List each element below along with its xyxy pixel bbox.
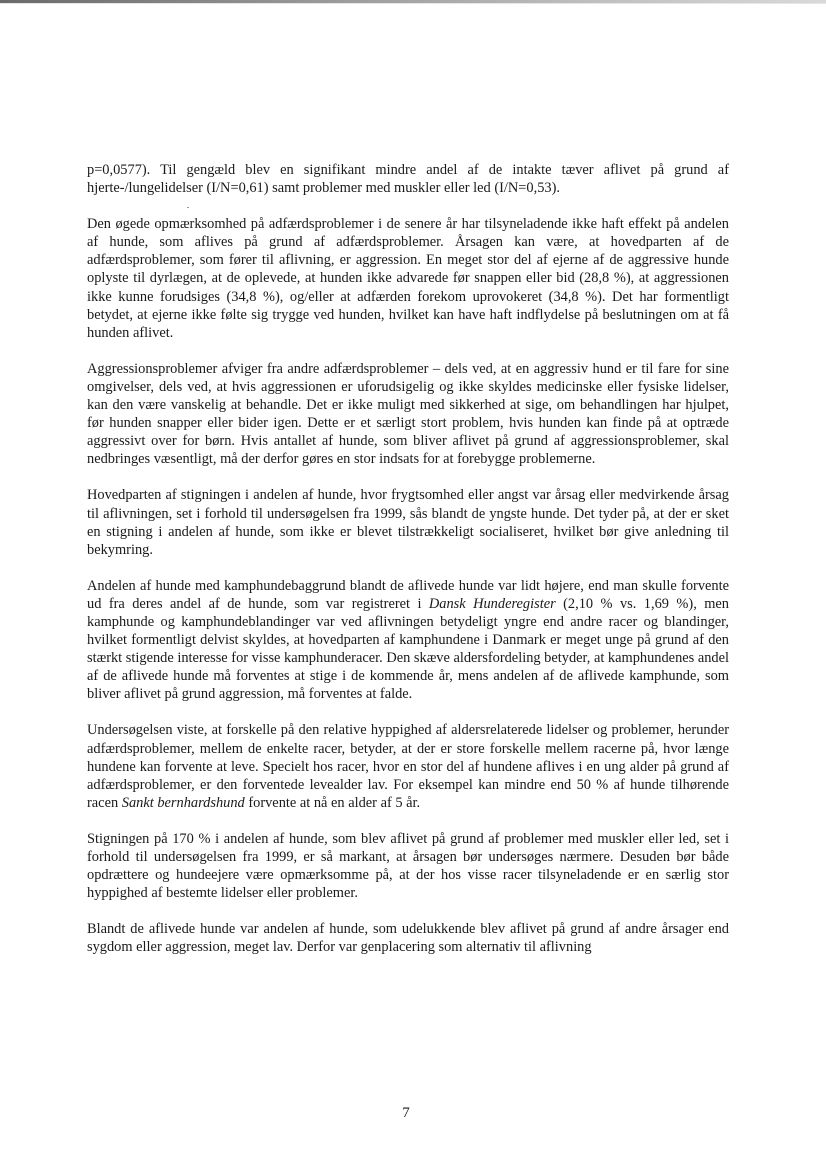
paragraph-racer-text-2: forvente at nå en alder af 5 år. xyxy=(244,794,421,811)
paragraph-intakte-taever: p=0,0577). Til gengæld blev en signifikant mindre andel af de intakte tæver aflivet på grund af hjerte-/lungelidelser (I/N=0,61) samt problemer med muskler eller led (I/N=0,53). xyxy=(87,162,729,197)
page-number: 7 xyxy=(402,1105,410,1121)
paragraph-racer-levealder xyxy=(87,721,729,811)
paragraph-racer-text-1: Undersøgelsen viste, at forskelle på den relative hyppighed af aldersrelaterede lidelser og problemer, herunder adfærdsproblemer, mellem de enkelte racer, betyder, at der er store forskelle mellem racerne på, hvor længe hundene kan forvente at leve. Specielt hos racer, hvor en stor del af hundene aflives i en ung alder på grund af adfærdsproblemer, er den forventede levealder lav. For eksempel kan mindre end 50 % af hunde tilhørende racen xyxy=(87,722,729,811)
paragraph-frygtsomhed: Hovedparten af stigningen i andelen af hunde, hvor frygtsomhed eller angst var årsag eller medvirkende årsag til aflivningen, set i forhold til undersøgelsen fra 1999, sås blandt de yngste hunde. Det tyder på, at der er sket en stigning i andelen af hunde, som ikke er blevet tilstrækkeligt socialiseret, hvilket bør give anledning til bekymring. xyxy=(87,487,729,558)
paragraph-muskler-led: Stigningen på 170 % i andelen af hunde, som blev aflivet på grund af problemer med muskler eller led, set i forhold til undersøgelsen fra 1999, er så markant, at årsagen bør undersøges nærmere. Desuden bør både opdrættere og hundeejere være opmærksomme på, at der hos visse racer tilsyneladende er en særlig stor hyppighed af bestemte lidelser eller problemer. xyxy=(87,830,729,902)
paragraph-kamphunde xyxy=(87,577,729,704)
italic-dansk-hunderegister: Dansk Hunderegister xyxy=(428,595,556,612)
paragraph-aggressionsproblemer: Aggressionsproblemer afviger fra andre adfærdsproblemer – dels ved, at en aggressiv hund er til fare for sine omgivelser, dels ved, at hvis aggressionen er uforudsigelig og ikke skyldes medicinske eller fysiske lidelser, kan den være vanskelig at behandle. Det er ikke muligt med sikkerhed at sige, om behandlingen har hjulpet, før hunden snapper eller bider igen. Dette er et særligt stort problem, hvis hunden kan finde på at optræde aggressivt over for børn. Hvis antallet af hunde, som bliver aflivet på grund af aggressionsproblemer, skal nedbringes væsentligt, må der derfor gøres en stor indsats for at forebygge problemerne. xyxy=(87,360,729,468)
paragraph-kamphunde-text-1: Andelen af hunde med kamphundebaggrund blandt de aflivede hunde var lidt højere, end man skulle forvente ud fra deres andel af de hunde, som var registreret i xyxy=(87,577,729,612)
paragraph-adfaerdsproblemer: Den øgede opmærksomhed på adfærdsproblemer i de senere år har tilsyneladende ikke haft effekt på andelen af hunde, som aflives på grund af adfærdsproblemer. Årsagen kan være, at hovedparten af de adfærdsproblemer, som fører til aflivning, er aggression. En meget stor del af ejerne af de aggressive hunde oplyste til dyrlægen, at de oplevede, at hunden ikke advarede før snappen eller bid (28,8 %), at aggressionen ikke kunne forudsiges (34,8 %), og/eller at adfærden forekom uprovokeret (34,8 %). Det har formentligt betydet, at ejerne ikke følte sig trygge ved hunden, hvilket kan have haft indflydelse på beslutningen om at få hunden aflivet. xyxy=(87,216,729,341)
paragraph-genplacering: Blandt de aflivede hunde var andelen af hunde, som udelukkende blev aflivet på grund af andre årsager end sygdom eller aggression, meget lav. Derfor var genplacering som alternativ til aflivning xyxy=(87,921,729,956)
paragraph-kamphunde-text-2: (2,10 % vs. 1,69 %), men kamphunde og kamphundeblandinger var ved aflivningen betydeligt yngre end andre racer og blandinger, hvilket formentligt delvist skyldes, at hovedparten af kamphundene i Danmark er meget unge på grund af den stærkt stigende interesse for visse kamphunderacer. Den skæve aldersfordeling betyder, at kamphundenes andel af de aflivede hunde må forventes at stige i de kommende år, mens andelen af de aflivede kamphunde, som bliver aflivet på grund aggression, må forventes at falde. xyxy=(87,595,730,703)
scan-edge-line xyxy=(0,3,826,4)
document-body xyxy=(87,161,729,974)
italic-sankt-bernhardshund: Sankt bernhardshund xyxy=(121,794,245,811)
